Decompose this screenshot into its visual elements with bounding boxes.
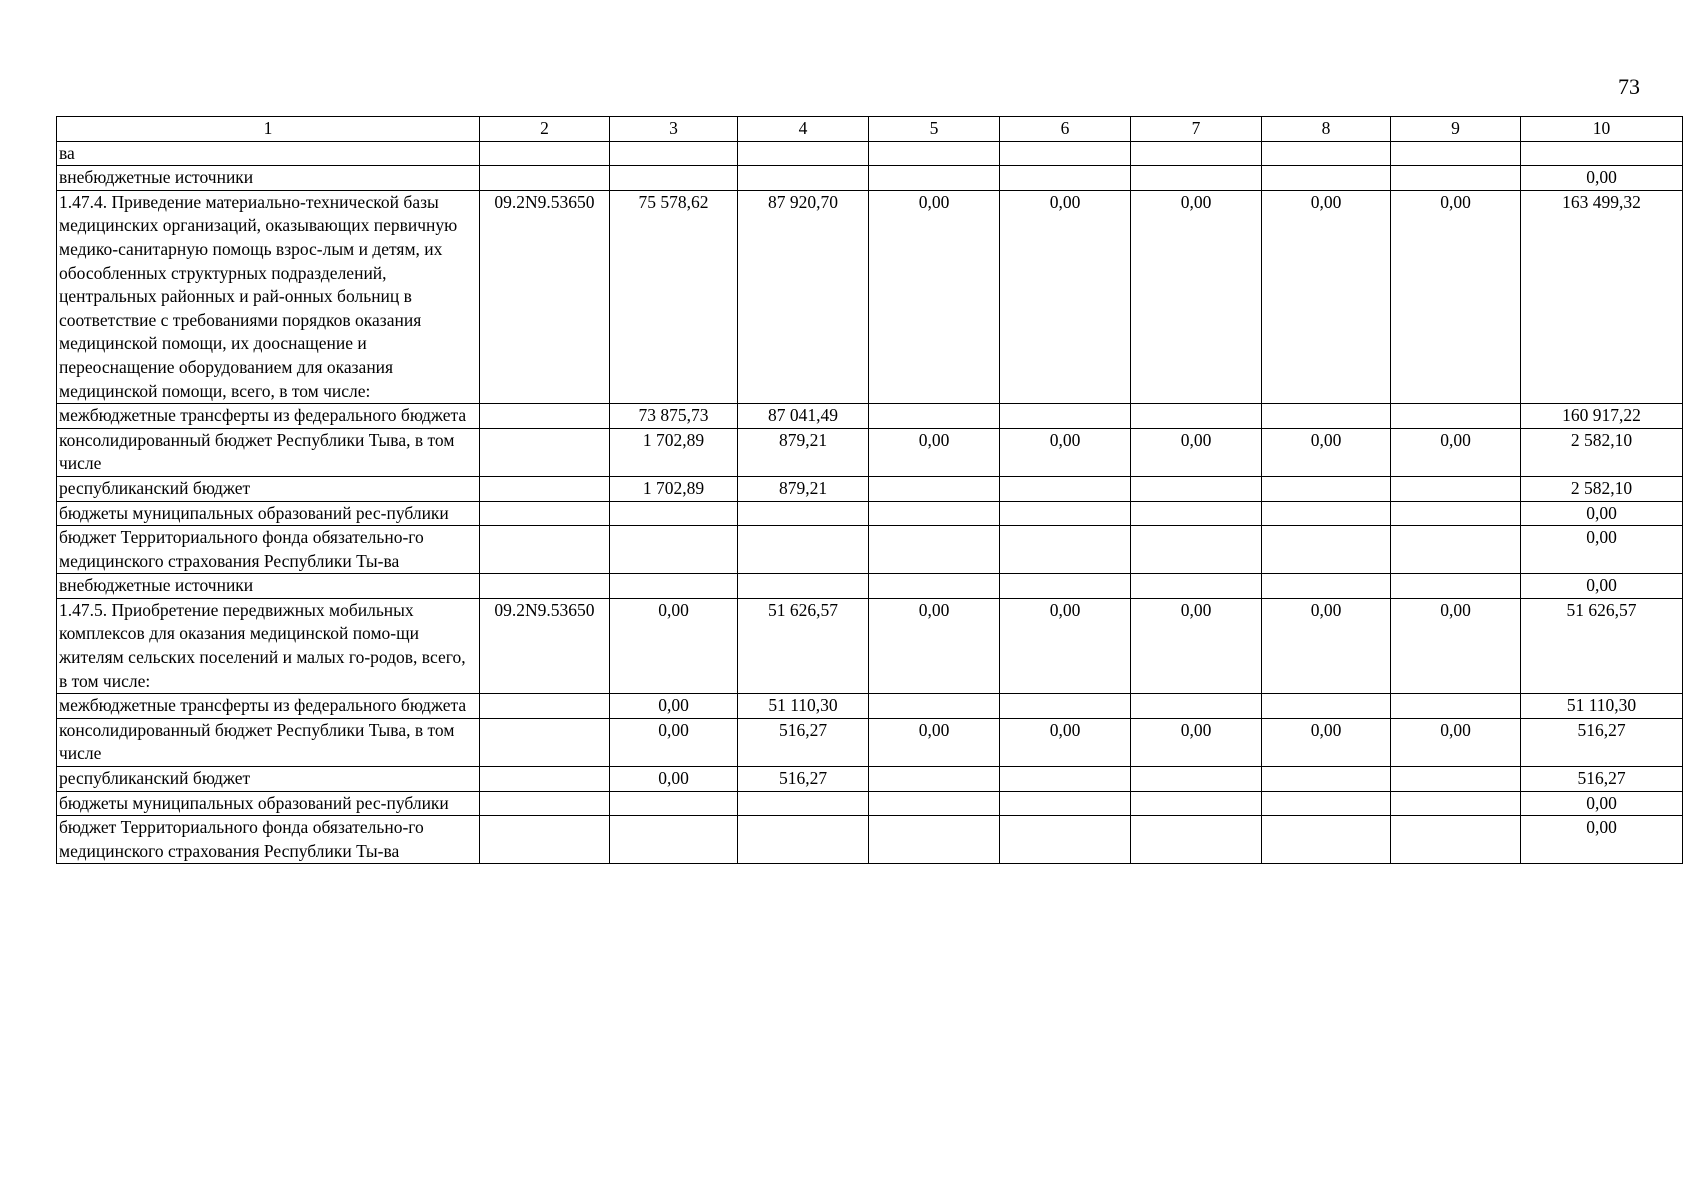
row-description-cell: республиканский бюджет: [57, 767, 480, 792]
value-cell: 0,00: [610, 718, 738, 766]
value-cell: [1131, 694, 1262, 719]
value-cell: [1262, 141, 1391, 166]
value-cell: 87 920,70: [738, 190, 869, 403]
column-header: 1: [57, 117, 480, 142]
value-cell: [1391, 476, 1521, 501]
value-cell: [1262, 404, 1391, 429]
value-cell: [1000, 166, 1131, 191]
table-row: [57, 574, 1683, 599]
budget-code-cell: [480, 791, 610, 816]
value-cell: [738, 574, 869, 599]
value-cell: 0,00: [1262, 428, 1391, 476]
row-description-cell: ва: [57, 141, 480, 166]
value-cell: 0,00: [1131, 598, 1262, 693]
value-cell: [1391, 694, 1521, 719]
budget-code-cell: [480, 816, 610, 864]
value-cell: [1000, 526, 1131, 574]
budget-code-cell: [480, 166, 610, 191]
value-cell: [869, 791, 1000, 816]
budget-code-cell: [480, 574, 610, 599]
value-cell: 0,00: [869, 718, 1000, 766]
value-cell: 2 582,10: [1521, 428, 1683, 476]
value-cell: [1131, 166, 1262, 191]
value-cell: 0,00: [1521, 166, 1683, 191]
value-cell: [869, 816, 1000, 864]
value-cell: [869, 404, 1000, 429]
row-description-cell: консолидированный бюджет Республики Тыва, в том числе: [57, 718, 480, 766]
value-cell: [1391, 404, 1521, 429]
row-description-cell: межбюджетные трансферты из федерального бюджета: [57, 694, 480, 719]
value-cell: 2 582,10: [1521, 476, 1683, 501]
value-cell: 516,27: [738, 767, 869, 792]
value-cell: 879,21: [738, 428, 869, 476]
value-cell: [1391, 526, 1521, 574]
row-description-cell: внебюджетные источники: [57, 166, 480, 191]
row-description-cell: бюджет Территориального фонда обязательно-го медицинского страхования Республики Ты-ва: [57, 816, 480, 864]
value-cell: [1131, 501, 1262, 526]
value-cell: [1131, 574, 1262, 599]
row-description-cell: бюджет Территориального фонда обязательно-го медицинского страхования Республики Ты-ва: [57, 526, 480, 574]
value-cell: 0,00: [1521, 526, 1683, 574]
value-cell: [1000, 791, 1131, 816]
value-cell: 0,00: [1262, 598, 1391, 693]
value-cell: 0,00: [869, 190, 1000, 403]
value-cell: 516,27: [1521, 718, 1683, 766]
budget-code-cell: [480, 694, 610, 719]
value-cell: [869, 501, 1000, 526]
value-cell: 51 626,57: [1521, 598, 1683, 693]
value-cell: [610, 816, 738, 864]
value-cell: [1391, 501, 1521, 526]
value-cell: [869, 141, 1000, 166]
value-cell: 0,00: [1131, 190, 1262, 403]
table-row: [57, 428, 1683, 476]
value-cell: [869, 476, 1000, 501]
value-cell: [1262, 816, 1391, 864]
value-cell: 0,00: [869, 598, 1000, 693]
table-body: [57, 141, 1683, 864]
value-cell: 0,00: [1521, 501, 1683, 526]
budget-code-cell: [480, 501, 610, 526]
value-cell: [610, 166, 738, 191]
column-header: 4: [738, 117, 869, 142]
column-header: 6: [1000, 117, 1131, 142]
value-cell: [1131, 141, 1262, 166]
budget-code-cell: 09.2N9.53650: [480, 190, 610, 403]
table-row: [57, 598, 1683, 693]
table-header-row: [57, 117, 1683, 142]
table-row: [57, 526, 1683, 574]
value-cell: [1131, 791, 1262, 816]
value-cell: [738, 141, 869, 166]
budget-code-cell: [480, 476, 610, 501]
value-cell: [738, 501, 869, 526]
value-cell: 0,00: [1000, 428, 1131, 476]
value-cell: 0,00: [610, 598, 738, 693]
value-cell: 0,00: [1391, 598, 1521, 693]
column-header: 5: [869, 117, 1000, 142]
value-cell: 51 110,30: [738, 694, 869, 719]
value-cell: 0,00: [1000, 190, 1131, 403]
value-cell: 1 702,89: [610, 476, 738, 501]
value-cell: 879,21: [738, 476, 869, 501]
value-cell: [1131, 526, 1262, 574]
budget-code-cell: [480, 428, 610, 476]
value-cell: [610, 141, 738, 166]
value-cell: 0,00: [1391, 190, 1521, 403]
budget-code-cell: [480, 404, 610, 429]
value-cell: [1262, 574, 1391, 599]
value-cell: 0,00: [1262, 190, 1391, 403]
value-cell: 0,00: [1521, 816, 1683, 864]
budget-code-cell: 09.2N9.53650: [480, 598, 610, 693]
table-row: [57, 404, 1683, 429]
table-row: [57, 694, 1683, 719]
table-row: [57, 141, 1683, 166]
value-cell: [1000, 404, 1131, 429]
row-description-cell: внебюджетные источники: [57, 574, 480, 599]
column-header: 3: [610, 117, 738, 142]
value-cell: [1391, 574, 1521, 599]
value-cell: 0,00: [1521, 791, 1683, 816]
value-cell: [1391, 767, 1521, 792]
value-cell: [869, 694, 1000, 719]
table-row: [57, 718, 1683, 766]
value-cell: [1131, 767, 1262, 792]
value-cell: 51 110,30: [1521, 694, 1683, 719]
budget-code-cell: [480, 718, 610, 766]
value-cell: [1391, 141, 1521, 166]
value-cell: [738, 791, 869, 816]
value-cell: [1391, 166, 1521, 191]
value-cell: [1262, 476, 1391, 501]
value-cell: [738, 816, 869, 864]
table-row: [57, 476, 1683, 501]
value-cell: [610, 791, 738, 816]
column-header: 2: [480, 117, 610, 142]
value-cell: [869, 526, 1000, 574]
table-row: [57, 166, 1683, 191]
page-number: 73: [1618, 74, 1640, 99]
value-cell: [1131, 404, 1262, 429]
value-cell: [1131, 476, 1262, 501]
value-cell: 87 041,49: [738, 404, 869, 429]
table-row: [57, 501, 1683, 526]
value-cell: [1131, 816, 1262, 864]
budget-table: [56, 116, 1683, 864]
value-cell: [1000, 476, 1131, 501]
value-cell: 0,00: [869, 428, 1000, 476]
table-row: [57, 767, 1683, 792]
row-description-cell: консолидированный бюджет Республики Тыва, в том числе: [57, 428, 480, 476]
column-header: 9: [1391, 117, 1521, 142]
value-cell: 0,00: [610, 694, 738, 719]
table-row: [57, 791, 1683, 816]
value-cell: [1000, 574, 1131, 599]
value-cell: 516,27: [1521, 767, 1683, 792]
value-cell: 163 499,32: [1521, 190, 1683, 403]
value-cell: [869, 767, 1000, 792]
budget-code-cell: [480, 767, 610, 792]
value-cell: [1262, 501, 1391, 526]
value-cell: [1262, 791, 1391, 816]
value-cell: [610, 501, 738, 526]
value-cell: [1262, 694, 1391, 719]
value-cell: [1000, 694, 1131, 719]
value-cell: 160 917,22: [1521, 404, 1683, 429]
value-cell: [1262, 526, 1391, 574]
column-header: 10: [1521, 117, 1683, 142]
row-description-cell: бюджеты муниципальных образований рес-публики: [57, 791, 480, 816]
row-description-cell: бюджеты муниципальных образований рес-публики: [57, 501, 480, 526]
value-cell: 0,00: [1262, 718, 1391, 766]
column-header: 7: [1131, 117, 1262, 142]
value-cell: 0,00: [610, 767, 738, 792]
value-cell: 0,00: [1391, 718, 1521, 766]
value-cell: [1000, 501, 1131, 526]
value-cell: [1391, 816, 1521, 864]
value-cell: [1000, 141, 1131, 166]
value-cell: [610, 526, 738, 574]
value-cell: [1262, 767, 1391, 792]
value-cell: 0,00: [1131, 718, 1262, 766]
row-description-cell: межбюджетные трансферты из федерального бюджета: [57, 404, 480, 429]
value-cell: [610, 574, 738, 599]
value-cell: 73 875,73: [610, 404, 738, 429]
value-cell: [869, 574, 1000, 599]
value-cell: 0,00: [1391, 428, 1521, 476]
value-cell: 0,00: [1521, 574, 1683, 599]
row-description-cell: республиканский бюджет: [57, 476, 480, 501]
value-cell: [1262, 166, 1391, 191]
value-cell: 0,00: [1000, 718, 1131, 766]
table-row: [57, 190, 1683, 403]
table-row: [57, 816, 1683, 864]
value-cell: [1521, 141, 1683, 166]
value-cell: [738, 526, 869, 574]
value-cell: 516,27: [738, 718, 869, 766]
value-cell: [869, 166, 1000, 191]
value-cell: 1 702,89: [610, 428, 738, 476]
column-header: 8: [1262, 117, 1391, 142]
value-cell: 75 578,62: [610, 190, 738, 403]
value-cell: 0,00: [1131, 428, 1262, 476]
value-cell: [1000, 767, 1131, 792]
value-cell: [1391, 791, 1521, 816]
value-cell: [1000, 816, 1131, 864]
value-cell: 0,00: [1000, 598, 1131, 693]
value-cell: [738, 166, 869, 191]
budget-code-cell: [480, 141, 610, 166]
budget-code-cell: [480, 526, 610, 574]
row-description-cell: 1.47.4. Приведение материально-технической базы медицинских организаций, оказывающих первичную медико-санитарную помощь взрос-лым и детям, их обособленных структурных подразделений, центральных районных и рай-онных больниц в соответствие с требованиями порядков оказания медицинской помощи, их дооснащение и переоснащение оборудованием для оказания медицинской помощи, всего, в том числе:: [57, 190, 480, 403]
row-description-cell: 1.47.5. Приобретение передвижных мобильных комплексов для оказания медицинской помо-щи жителям сельских поселений и малых го-родов, всего, в том числе:: [57, 598, 480, 693]
value-cell: 51 626,57: [738, 598, 869, 693]
